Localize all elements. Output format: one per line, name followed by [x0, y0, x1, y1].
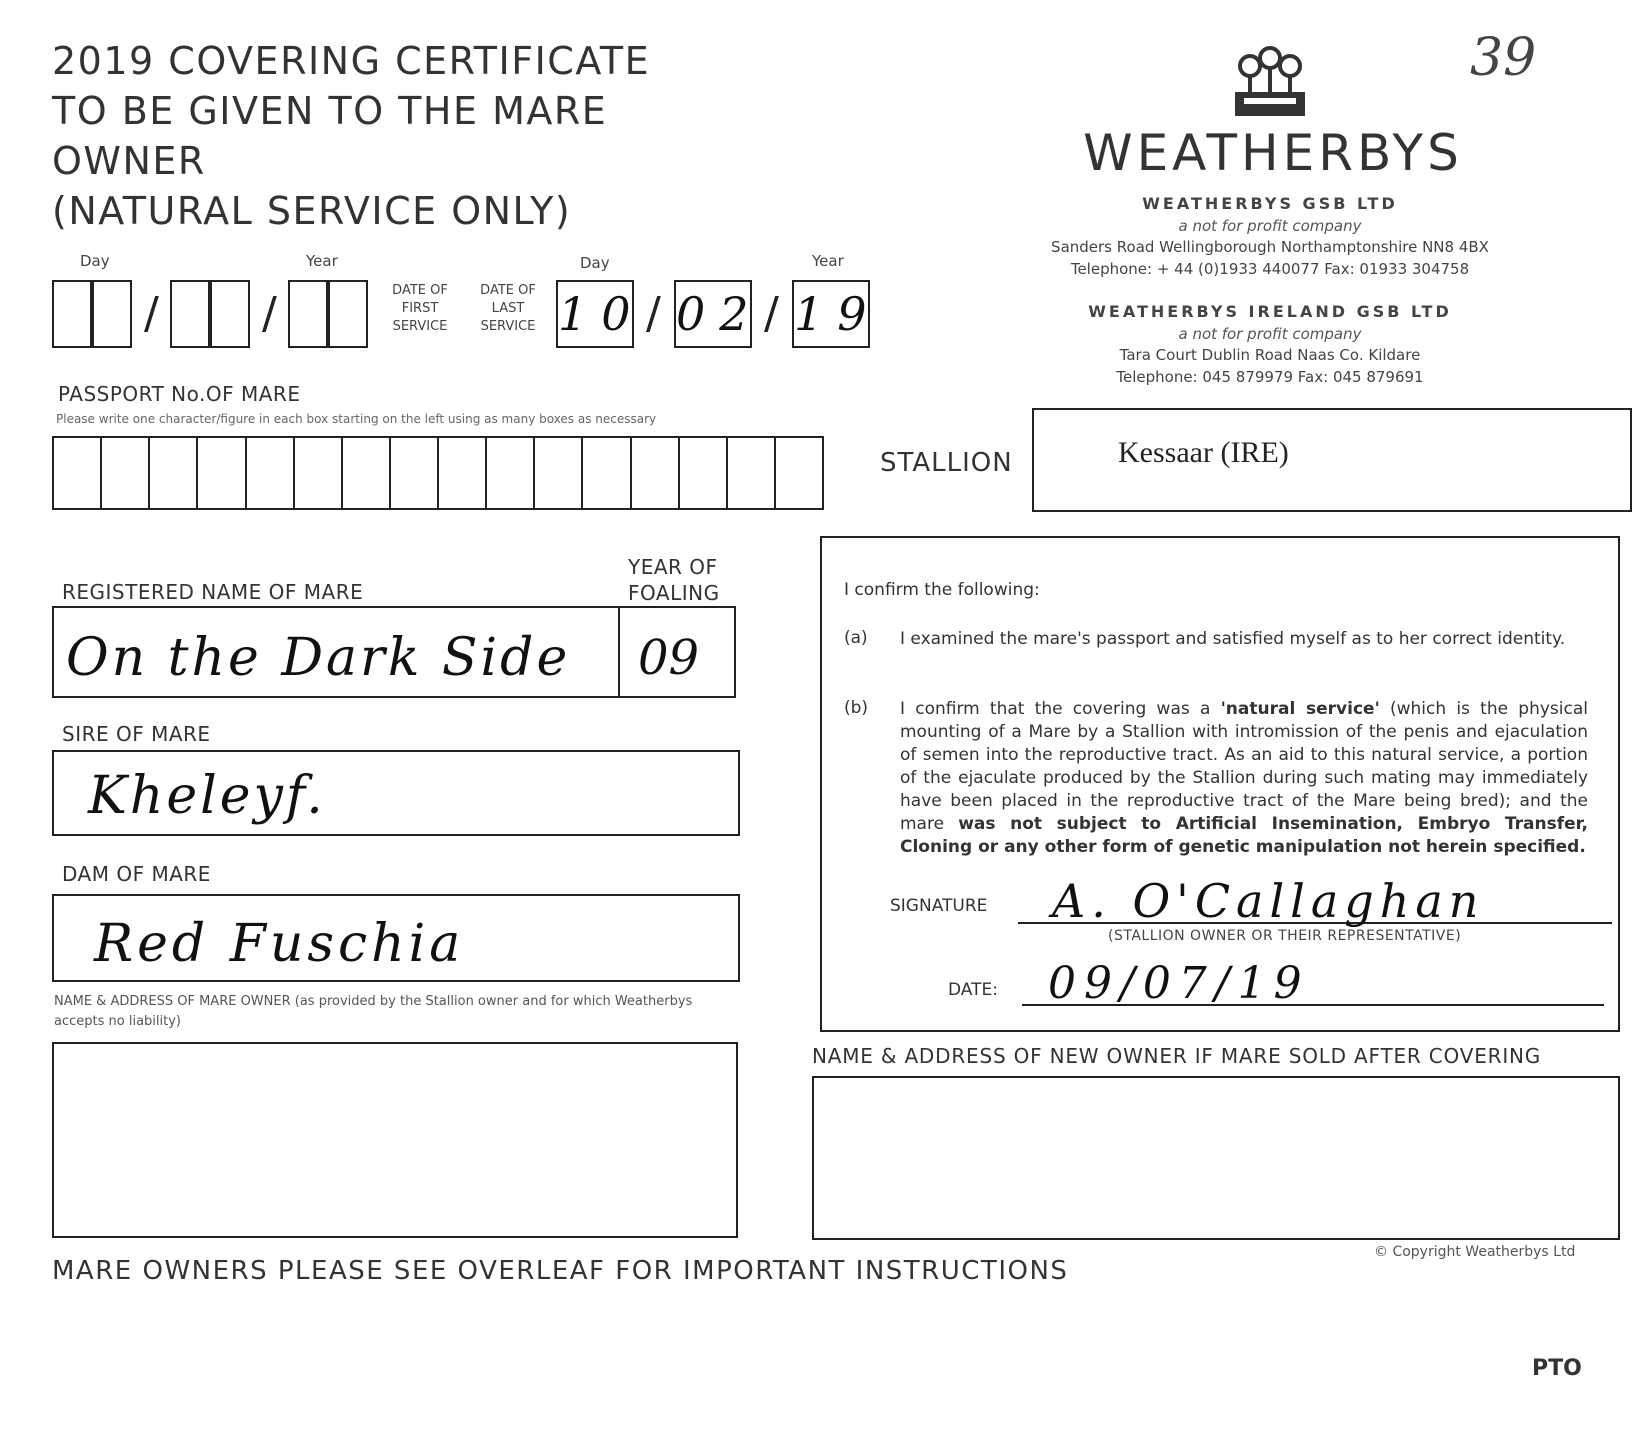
- confirmation-panel: [820, 536, 1620, 1032]
- year-of-foaling-label-line-1: YEAR OF: [628, 555, 718, 579]
- clause-b-exclusions: was not subject to Artificial Insemination, Embryo Transfer, Cloning or any other form of genetic manipulation not herein specified.: [900, 814, 1588, 857]
- title-line-1: 2019 COVERING CERTIFICATE: [52, 39, 651, 83]
- mare-owner-field[interactable]: [52, 1042, 738, 1238]
- ie-company-name: WEATHERBYS IRELAND GSB LTD: [1088, 302, 1452, 321]
- year-of-foaling-value: 09: [638, 630, 700, 686]
- ie-company-address: Tara Court Dublin Road Naas Co. Kildare: [1119, 346, 1421, 364]
- first-service-day-box-2[interactable]: [92, 280, 132, 348]
- date-slash: /: [144, 288, 159, 339]
- passport-char-box[interactable]: [150, 438, 198, 508]
- passport-char-box[interactable]: [728, 438, 776, 508]
- first-service-month-box-1[interactable]: [170, 280, 210, 348]
- date-label: DATE:: [948, 980, 998, 1000]
- year-of-foaling-field[interactable]: [618, 606, 736, 698]
- year-of-foaling-label-line-2: FOALING: [628, 581, 720, 605]
- first-service-label: DATE OF FIRST SERVICE: [392, 283, 448, 334]
- certificate-title: [52, 36, 650, 236]
- date-value: 09/07/19: [1048, 958, 1310, 1009]
- date-slash: /: [646, 288, 661, 339]
- last-service-label: DATE OF LAST SERVICE: [480, 283, 536, 334]
- passport-char-box[interactable]: [680, 438, 728, 508]
- passport-number-boxes[interactable]: [52, 436, 824, 510]
- copyright-note: © Copyright Weatherbys Ltd: [1374, 1244, 1576, 1260]
- passport-char-box[interactable]: [487, 438, 535, 508]
- year-label-first: Year: [306, 252, 338, 270]
- last-service-day-box[interactable]: [556, 280, 645, 348]
- passport-instructions: Please write one character/figure in each box starting on the left using as many boxes as necessary: [56, 412, 657, 426]
- passport-char-box[interactable]: [632, 438, 680, 508]
- sire-field[interactable]: [52, 750, 740, 836]
- weatherbys-logo-text: WEATHERBYS: [1083, 124, 1463, 182]
- clause-b-text-2: (which is the physical mounting of a Mare by a Stallion with intromission of the penis and ejaculation of semen into the reproductive tract. As an aid to this natural service, a portion of the ejaculate produced by the Stallion during such mating may immediately have been placed in the reproductive tract of the Mare being bred); and the mare: [900, 699, 1588, 834]
- last-service-year-value: 19: [794, 287, 881, 341]
- ie-company-phone: Telephone: 045 879979 Fax: 045 879691: [1116, 368, 1424, 386]
- sire-label: SIRE OF MARE: [62, 722, 211, 746]
- passport-char-box[interactable]: [439, 438, 487, 508]
- passport-char-box[interactable]: [343, 438, 391, 508]
- first-service-month-box-2[interactable]: [210, 280, 250, 348]
- title-line-3: OWNER: [52, 139, 206, 183]
- natural-service-term: 'natural service': [1220, 699, 1380, 719]
- passport-char-box[interactable]: [295, 438, 343, 508]
- date-slash: /: [262, 288, 277, 339]
- passport-char-box[interactable]: [102, 438, 150, 508]
- clause-a-marker: (a): [844, 628, 868, 648]
- last-service-year-box[interactable]: [792, 280, 881, 348]
- uk-company-name: WEATHERBYS GSB LTD: [1142, 194, 1398, 213]
- weatherbys-crest-icon: [1230, 44, 1310, 120]
- passport-char-box[interactable]: [535, 438, 583, 508]
- signature-caption: (STALLION OWNER OR THEIR REPRESENTATIVE): [1108, 928, 1462, 944]
- dam-value: Red Fuschia: [94, 914, 465, 974]
- first-service-year-box-1[interactable]: [288, 280, 328, 348]
- first-service-year-box-2[interactable]: [328, 280, 368, 348]
- year-label-last: Year: [812, 252, 844, 270]
- first-service-day-box-1[interactable]: [52, 280, 92, 348]
- passport-char-box[interactable]: [247, 438, 295, 508]
- stallion-field[interactable]: [1032, 408, 1632, 512]
- mare-name-label: REGISTERED NAME OF MARE: [62, 580, 364, 604]
- passport-label: PASSPORT No.OF MARE: [58, 382, 301, 406]
- dam-label: DAM OF MARE: [62, 862, 211, 886]
- confirmation-intro: I confirm the following:: [844, 580, 1040, 600]
- title-line-4: (NATURAL SERVICE ONLY): [52, 189, 572, 233]
- uk-company-note: a not for profit company: [1178, 217, 1362, 235]
- pto-marker: PTO: [1532, 1356, 1582, 1381]
- passport-char-box[interactable]: [776, 438, 822, 508]
- ie-company-note: a not for profit company: [1178, 325, 1362, 343]
- day-label-last: Day: [580, 254, 610, 272]
- dam-field[interactable]: [52, 894, 740, 982]
- clause-b-marker: (b): [844, 698, 869, 718]
- year-of-foaling-label: [628, 554, 720, 606]
- mare-name-field[interactable]: [52, 606, 620, 698]
- new-owner-field[interactable]: [812, 1076, 1620, 1240]
- title-line-2: TO BE GIVEN TO THE MARE: [52, 89, 608, 133]
- passport-char-box[interactable]: [583, 438, 631, 508]
- last-service-month-box[interactable]: [674, 280, 763, 348]
- last-service-month-value: 02: [676, 287, 763, 341]
- signature-value: A. O'Callaghan: [1052, 874, 1485, 928]
- stallion-value: Kessaar (IRE): [1118, 436, 1289, 469]
- last-service-day-value: 10: [558, 287, 645, 341]
- signature-label: SIGNATURE: [890, 896, 988, 916]
- stallion-label: STALLION: [880, 448, 1013, 478]
- footer-instructions: MARE OWNERS PLEASE SEE OVERLEAF FOR IMPORTANT INSTRUCTIONS: [52, 1256, 1069, 1286]
- mare-name-value: On the Dark Side: [66, 628, 571, 688]
- clause-b-text-1: I confirm that the covering was a: [900, 699, 1221, 719]
- uk-company-address: Sanders Road Wellingborough Northamptonshire NN8 4BX: [1051, 238, 1489, 256]
- passport-char-box[interactable]: [391, 438, 439, 508]
- sire-value: Kheleyf.: [88, 766, 326, 826]
- clause-b-text: [900, 698, 1588, 859]
- clause-a-text: I examined the mare's passport and satisfied myself as to her correct identity.: [900, 629, 1566, 649]
- day-label-first: Day: [80, 252, 110, 270]
- passport-char-box[interactable]: [54, 438, 102, 508]
- passport-char-box[interactable]: [198, 438, 246, 508]
- uk-company-phone: Telephone: + 44 (0)1933 440077 Fax: 01933 304758: [1070, 260, 1470, 278]
- date-slash: /: [764, 288, 779, 339]
- new-owner-label: NAME & ADDRESS OF NEW OWNER IF MARE SOLD AFTER COVERING: [812, 1044, 1542, 1068]
- mare-owner-label: NAME & ADDRESS OF MARE OWNER (as provided by the Stallion owner and for which Weatherbys accepts no liability): [54, 994, 693, 1029]
- handwritten-page-number: 39: [1470, 28, 1537, 88]
